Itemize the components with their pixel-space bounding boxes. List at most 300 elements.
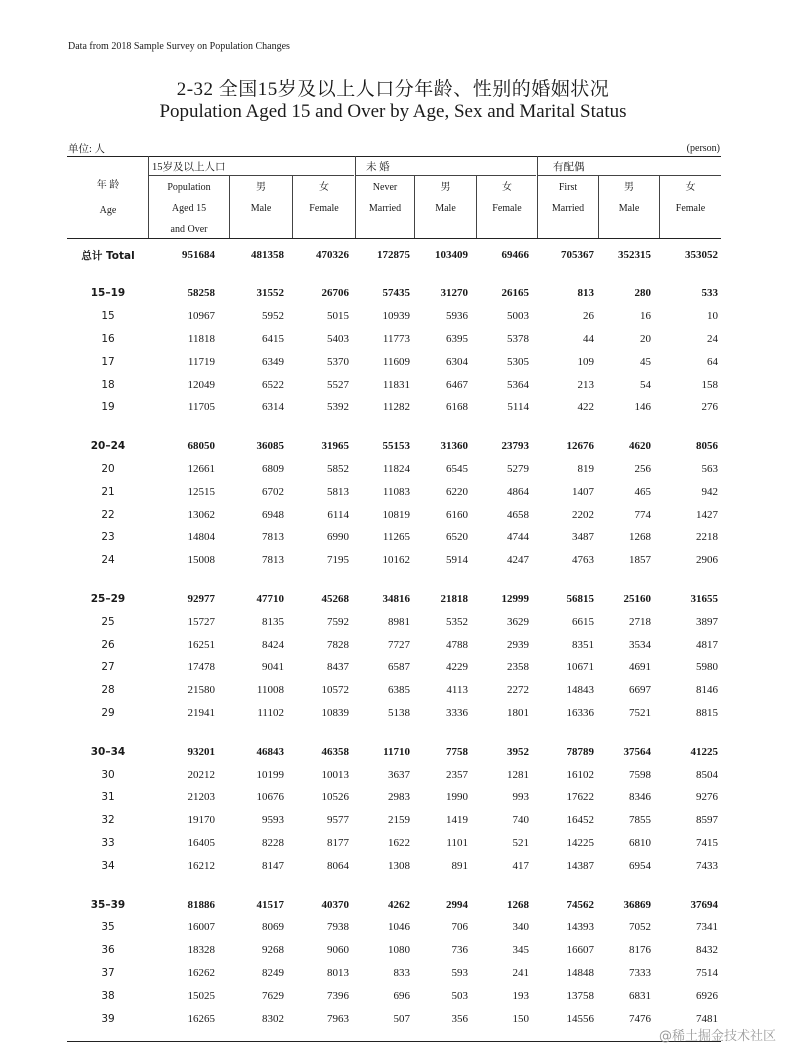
population-total-cell: 14804 [187, 531, 215, 544]
female-header-english: Female [675, 203, 706, 214]
spacer-cell [68, 877, 720, 893]
never-married-female-cell: 2272 [507, 684, 529, 697]
never-married-female-cell: 5114 [507, 401, 529, 414]
age-header-chinese: 年 龄 [96, 180, 120, 191]
age-cell: 36 [101, 944, 115, 957]
never-married-male-cell: 6220 [446, 485, 468, 498]
population-total-cell: 16212 [187, 859, 215, 872]
population-male-cell: 7813 [262, 531, 284, 544]
population-total-cell: 17478 [187, 661, 215, 674]
first-married-male-cell: 465 [634, 485, 651, 498]
age-cell: 30 [101, 768, 115, 781]
female-header-chinese: 女 [685, 182, 696, 193]
population-total-cell: 21203 [187, 791, 215, 804]
first-married-female-cell: 7481 [696, 1012, 718, 1025]
table-row [68, 984, 720, 1007]
population-male-cell: 8228 [262, 836, 284, 849]
never-married-female-cell: 1281 [507, 768, 529, 781]
age-cell: 16 [101, 332, 115, 345]
table-row [68, 939, 720, 962]
population-total-cell: 68050 [187, 440, 215, 453]
first-married-total-cell: 44 [583, 332, 594, 345]
table-row [68, 702, 720, 725]
first-married-total-cell: 16336 [566, 706, 594, 719]
first-married-male-cell: 6697 [629, 684, 651, 697]
never-married-female-cell: 12999 [501, 592, 529, 605]
table-row [68, 832, 720, 855]
first-married-total-cell: 14393 [566, 921, 594, 934]
group1-underline [149, 175, 354, 176]
first-married-female-cell: 8597 [696, 814, 718, 827]
population-female-cell: 10526 [321, 791, 349, 804]
first-married-male-cell: 45 [640, 355, 651, 368]
table-row [68, 633, 720, 656]
population-total-cell: 16262 [187, 966, 215, 979]
never-married-male-cell: 6545 [446, 462, 468, 475]
first-married-female-cell: 6926 [696, 989, 718, 1002]
population-male-cell: 6415 [262, 332, 284, 345]
group-header-never-married: 未 婚 [366, 162, 390, 173]
first-married-total-cell: 213 [577, 378, 594, 391]
population-total-cell: 21580 [187, 684, 215, 697]
first-married-female-cell: 8056 [696, 440, 718, 453]
first-married-female-cell: 158 [701, 378, 718, 391]
male-header-chinese: 男 [256, 182, 266, 193]
population-male-cell: 8302 [262, 1012, 284, 1025]
population-total-cell: 12661 [187, 462, 215, 475]
never-married-male-cell: 1419 [446, 814, 468, 827]
first-married-male-cell: 8176 [629, 944, 651, 957]
population-female-cell: 6990 [327, 531, 349, 544]
first-married-total-cell: 26 [583, 310, 594, 323]
age-cell: 29 [101, 706, 115, 719]
first-married-male-cell: 8346 [629, 791, 651, 804]
first-married-male-cell: 4691 [629, 661, 651, 674]
unit-label-english: (person) [686, 143, 720, 154]
age-cell: 39 [101, 1012, 115, 1025]
first-married-total-cell: 16102 [566, 768, 594, 781]
population-total-cell: 21941 [187, 706, 215, 719]
population-female-cell: 10013 [321, 768, 349, 781]
table-row [68, 305, 720, 328]
first-married-female-cell: 31655 [690, 592, 718, 605]
age-cell: 26 [101, 638, 115, 651]
never-married-female-cell: 5378 [507, 332, 529, 345]
first-married-total-cell: 1407 [572, 485, 594, 498]
population-male-cell: 8147 [262, 859, 284, 872]
population-male-cell: 46843 [256, 745, 284, 758]
never-married-total-cell: 10819 [382, 508, 410, 521]
table-row [68, 786, 720, 809]
never-married-male-cell: 21818 [440, 592, 468, 605]
never-married-female-cell: 5305 [507, 355, 529, 368]
never-married-male-cell: 3336 [446, 706, 468, 719]
population-male-cell: 9041 [262, 661, 284, 674]
first-married-female-cell: 24 [707, 332, 718, 345]
population-male-cell: 6314 [262, 401, 284, 414]
spacer-cell [68, 572, 720, 588]
never-married-female-cell: 4247 [507, 554, 529, 567]
never-married-male-cell: 1990 [446, 791, 468, 804]
never-married-female-cell: 2939 [507, 638, 529, 651]
table-row [68, 916, 720, 939]
never-married-total-cell: 1080 [388, 944, 410, 957]
never-married-male-cell: 6160 [446, 508, 468, 521]
population-male-cell: 481358 [251, 249, 284, 261]
first-married-total-cell: 6615 [572, 615, 594, 628]
first-married-female-cell: 1427 [696, 508, 718, 521]
never-married-female-cell: 69466 [501, 249, 529, 261]
population-total-cell: 12515 [187, 485, 215, 498]
never-married-total-cell: 34816 [382, 592, 410, 605]
never-married-total-cell: 7727 [388, 638, 410, 651]
first-married-male-cell: 146 [634, 401, 651, 414]
never-married-female-cell: 193 [512, 989, 529, 1002]
population-total-cell: 92977 [187, 592, 215, 605]
population-female-cell: 470326 [316, 249, 349, 261]
unit-label: 单位: 人 [68, 144, 106, 155]
first-married-female-cell: 7341 [696, 921, 718, 934]
never-married-male-cell: 5352 [446, 615, 468, 628]
population-male-cell: 7629 [262, 989, 284, 1002]
first-married-male-cell: 7052 [629, 921, 651, 934]
population-female-cell: 8177 [327, 836, 349, 849]
first-married-male-cell: 1857 [629, 554, 651, 567]
first-married-male-cell: 36869 [623, 898, 651, 911]
population-male-cell: 41517 [256, 898, 284, 911]
first-married-male-cell: 7476 [629, 1012, 651, 1025]
never-married-total-cell: 11609 [382, 355, 410, 368]
age-cell: 20 [101, 462, 115, 475]
population-male-cell: 36085 [256, 440, 284, 453]
never-married-male-cell: 6520 [446, 531, 468, 544]
first-married-male-cell: 774 [634, 508, 651, 521]
male-header-chinese: 男 [624, 182, 634, 193]
population-female-cell: 45268 [321, 592, 349, 605]
never-married-male-cell: 103409 [435, 249, 468, 261]
population-total-cell: 19170 [187, 814, 215, 827]
age-cell: 28 [101, 684, 115, 697]
table-row [68, 549, 720, 572]
table-row [68, 503, 720, 526]
never-married-total-cell: 3637 [388, 768, 410, 781]
population-male-cell: 5952 [262, 310, 284, 323]
table-row [68, 526, 720, 549]
spacer-cell [68, 266, 720, 282]
age-cell: 32 [101, 814, 115, 827]
population-male-cell: 6349 [262, 355, 284, 368]
age-cell: 25–29 [90, 592, 126, 605]
first-married-male-cell: 4620 [629, 440, 651, 453]
population-female-cell: 5852 [327, 462, 349, 475]
population-total-cell: 951684 [182, 249, 215, 261]
first-married-total-cell: 78789 [566, 745, 594, 758]
first-married-total-cell: 813 [577, 287, 594, 300]
table-row [68, 656, 720, 679]
never-married-total-cell: 1308 [388, 859, 410, 872]
first-married-total-cell: 422 [577, 401, 594, 414]
header-note: Data from 2018 Sample Survey on Population Changes [68, 41, 290, 52]
never-married-male-cell: 5914 [446, 554, 468, 567]
group-header-first-married: 有配偶 [553, 162, 585, 173]
population-male-cell: 8135 [262, 615, 284, 628]
never-married-header-line2: Married [368, 203, 402, 214]
first-married-female-cell: 3897 [696, 615, 718, 628]
population-total-cell: 20212 [187, 768, 215, 781]
never-married-total-cell: 10162 [382, 554, 410, 567]
first-married-total-cell: 14387 [566, 859, 594, 872]
first-married-male-cell: 6831 [629, 989, 651, 1002]
first-married-male-cell: 352315 [618, 249, 651, 261]
never-married-female-cell: 4864 [507, 485, 529, 498]
population-total-cell: 81886 [187, 898, 215, 911]
population-male-cell: 10676 [256, 791, 284, 804]
never-married-male-cell: 503 [451, 989, 468, 1002]
population-male-cell: 47710 [256, 592, 284, 605]
population-total-cell: 13062 [187, 508, 215, 521]
age-cell: 24 [101, 554, 115, 567]
first-married-male-cell: 25160 [623, 592, 651, 605]
first-married-total-cell: 12676 [566, 440, 594, 453]
never-married-female-cell: 5279 [507, 462, 529, 475]
never-married-total-cell: 2983 [388, 791, 410, 804]
first-married-total-cell: 14848 [566, 966, 594, 979]
age-cell: 总计 Total [81, 249, 135, 262]
age-group-row [68, 435, 720, 458]
never-married-male-cell: 6395 [446, 332, 468, 345]
population-male-cell: 6948 [262, 508, 284, 521]
first-married-total-cell: 14843 [566, 684, 594, 697]
population-male-cell: 8069 [262, 921, 284, 934]
first-married-total-cell: 14556 [566, 1012, 594, 1025]
male-header-chinese: 男 [440, 182, 451, 193]
population-female-cell: 8013 [327, 966, 349, 979]
first-married-female-cell: 64 [707, 355, 718, 368]
never-married-total-cell: 11831 [382, 378, 410, 391]
population-header-line3: and Over [170, 224, 208, 235]
group-header-population: 15岁及以上人口 [152, 162, 226, 173]
first-married-total-cell: 14225 [566, 836, 594, 849]
table-row [68, 679, 720, 702]
population-total-cell: 15008 [187, 554, 215, 567]
population-header-line2: Aged 15 [171, 203, 207, 214]
spacer-cell [68, 419, 720, 435]
first-married-female-cell: 7415 [696, 836, 718, 849]
population-female-cell: 7396 [327, 989, 349, 1002]
first-married-total-cell: 2202 [572, 508, 594, 521]
watermark: @稀土掘金技术社区 [658, 1029, 776, 1044]
never-married-male-cell: 4229 [446, 661, 468, 674]
spacer-row [68, 266, 720, 282]
population-female-cell: 9577 [327, 814, 349, 827]
first-married-female-cell: 2906 [696, 554, 718, 567]
population-male-cell: 11008 [256, 684, 284, 697]
table-row [68, 328, 720, 351]
never-married-total-cell: 1622 [388, 836, 410, 849]
age-cell: 20–24 [90, 440, 126, 453]
never-married-total-cell: 696 [393, 989, 410, 1002]
first-married-female-cell: 9276 [696, 791, 718, 804]
first-married-female-cell: 41225 [690, 745, 718, 758]
population-female-cell: 31965 [321, 440, 349, 453]
spacer-row [68, 724, 720, 740]
first-married-header-line2: Married [551, 203, 585, 214]
table-bottom-rule [67, 1041, 721, 1042]
population-male-cell: 10199 [256, 768, 284, 781]
first-married-female-cell: 37694 [690, 898, 718, 911]
never-married-female-cell: 3629 [507, 615, 529, 628]
population-female-cell: 7938 [327, 921, 349, 934]
first-married-male-cell: 54 [640, 378, 651, 391]
never-married-male-cell: 4113 [446, 684, 468, 697]
first-married-female-cell: 563 [701, 462, 718, 475]
first-married-total-cell: 56815 [566, 592, 594, 605]
age-cell: 23 [101, 531, 115, 544]
never-married-female-cell: 345 [512, 944, 529, 957]
never-married-total-cell: 6587 [388, 661, 410, 674]
never-married-total-cell: 5138 [388, 706, 410, 719]
never-married-female-cell: 5003 [507, 310, 529, 323]
population-male-cell: 6522 [262, 378, 284, 391]
table-row [68, 854, 720, 877]
first-married-female-cell: 8146 [696, 684, 718, 697]
table-title-chinese: 2-32 全国15岁及以上人口分年龄、性别的婚姻状况 [176, 79, 610, 100]
first-married-male-cell: 16 [640, 310, 651, 323]
never-married-female-cell: 26165 [501, 287, 529, 300]
never-married-female-cell: 417 [512, 859, 529, 872]
never-married-male-cell: 31270 [440, 287, 468, 300]
group2-underline [356, 175, 536, 176]
table-row [68, 1007, 720, 1030]
first-married-male-cell: 6810 [629, 836, 651, 849]
never-married-male-cell: 7758 [446, 745, 468, 758]
never-married-total-cell: 833 [393, 966, 410, 979]
age-cell: 15 [101, 310, 115, 323]
never-married-male-cell: 736 [451, 944, 468, 957]
never-married-male-cell: 4788 [446, 638, 468, 651]
never-married-total-cell: 11773 [382, 332, 410, 345]
first-married-female-cell: 7514 [696, 966, 718, 979]
first-married-total-cell: 8351 [572, 638, 594, 651]
group3-underline [538, 175, 721, 176]
never-married-female-cell: 5364 [507, 378, 529, 391]
first-married-male-cell: 7333 [629, 966, 651, 979]
population-male-cell: 9593 [262, 814, 284, 827]
never-married-total-cell: 55153 [382, 440, 410, 453]
population-total-cell: 12049 [187, 378, 215, 391]
never-married-female-cell: 1268 [507, 898, 529, 911]
never-married-male-cell: 6304 [446, 355, 468, 368]
population-female-cell: 9060 [327, 944, 349, 957]
first-married-total-cell: 705367 [561, 249, 594, 261]
age-cell: 22 [101, 508, 115, 521]
never-married-male-cell: 6467 [446, 378, 468, 391]
first-married-male-cell: 7598 [629, 768, 651, 781]
population-male-cell: 6702 [262, 485, 284, 498]
never-married-male-cell: 593 [451, 966, 468, 979]
never-married-female-cell: 2358 [507, 661, 529, 674]
age-cell: 25 [101, 615, 115, 628]
age-group-row [68, 588, 720, 611]
population-male-cell: 11102 [257, 706, 284, 719]
never-married-female-cell: 1801 [507, 706, 529, 719]
population-male-cell: 8249 [262, 966, 284, 979]
never-married-total-cell: 507 [393, 1012, 410, 1025]
first-married-male-cell: 2718 [629, 615, 651, 628]
population-female-cell: 46358 [321, 745, 349, 758]
population-female-cell: 8064 [327, 859, 349, 872]
first-married-male-cell: 37564 [623, 745, 651, 758]
never-married-total-cell: 6385 [388, 684, 410, 697]
first-married-female-cell: 4817 [696, 638, 718, 651]
never-married-total-cell: 8981 [388, 615, 410, 628]
age-cell: 17 [101, 355, 115, 368]
never-married-male-cell: 706 [451, 921, 468, 934]
never-married-female-cell: 521 [512, 836, 529, 849]
never-married-total-cell: 2159 [388, 814, 410, 827]
first-married-male-cell: 20 [640, 332, 651, 345]
population-female-cell: 5392 [327, 401, 349, 414]
never-married-female-cell: 340 [512, 921, 529, 934]
age-cell: 19 [101, 401, 115, 414]
population-total-cell: 15025 [187, 989, 215, 1002]
never-married-total-cell: 11282 [382, 401, 410, 414]
never-married-female-cell: 150 [512, 1012, 529, 1025]
never-married-male-cell: 891 [451, 859, 468, 872]
population-female-cell: 5370 [327, 355, 349, 368]
age-cell: 34 [101, 859, 115, 872]
age-cell: 27 [101, 661, 115, 674]
population-total-cell: 16265 [187, 1012, 215, 1025]
population-female-cell: 7963 [327, 1012, 349, 1025]
never-married-total-cell: 11824 [382, 462, 410, 475]
age-cell: 18 [101, 378, 115, 391]
first-married-total-cell: 17622 [566, 791, 594, 804]
population-total-cell: 10967 [187, 310, 215, 323]
table-row [68, 480, 720, 503]
age-cell: 30–34 [90, 745, 126, 758]
first-married-total-cell: 819 [577, 462, 594, 475]
age-group-row [68, 740, 720, 763]
first-married-male-cell: 7521 [629, 706, 651, 719]
first-married-male-cell: 1268 [629, 531, 651, 544]
population-header-line1: Population [167, 182, 211, 193]
age-cell: 21 [101, 485, 115, 498]
population-male-cell: 6809 [262, 462, 284, 475]
first-married-total-cell: 74562 [566, 898, 594, 911]
age-group-row [68, 893, 720, 916]
table-row [68, 350, 720, 373]
population-female-cell: 6114 [327, 508, 349, 521]
age-cell: 38 [101, 989, 115, 1002]
never-married-total-cell: 1046 [388, 921, 410, 934]
age-group-row [68, 282, 720, 305]
never-married-female-cell: 4658 [507, 508, 529, 521]
first-married-female-cell: 353052 [685, 249, 718, 261]
population-total-cell: 16251 [187, 638, 215, 651]
header-top-rule [67, 156, 721, 157]
table-row [68, 610, 720, 633]
first-married-total-cell: 4763 [572, 554, 594, 567]
table-body [68, 244, 720, 1030]
first-married-female-cell: 276 [701, 401, 718, 414]
never-married-female-cell: 4744 [507, 531, 529, 544]
age-cell: 37 [101, 966, 115, 979]
population-male-cell: 31552 [256, 287, 284, 300]
never-married-total-cell: 10939 [382, 310, 410, 323]
never-married-total-cell: 57435 [382, 287, 410, 300]
age-cell: 31 [101, 791, 115, 804]
